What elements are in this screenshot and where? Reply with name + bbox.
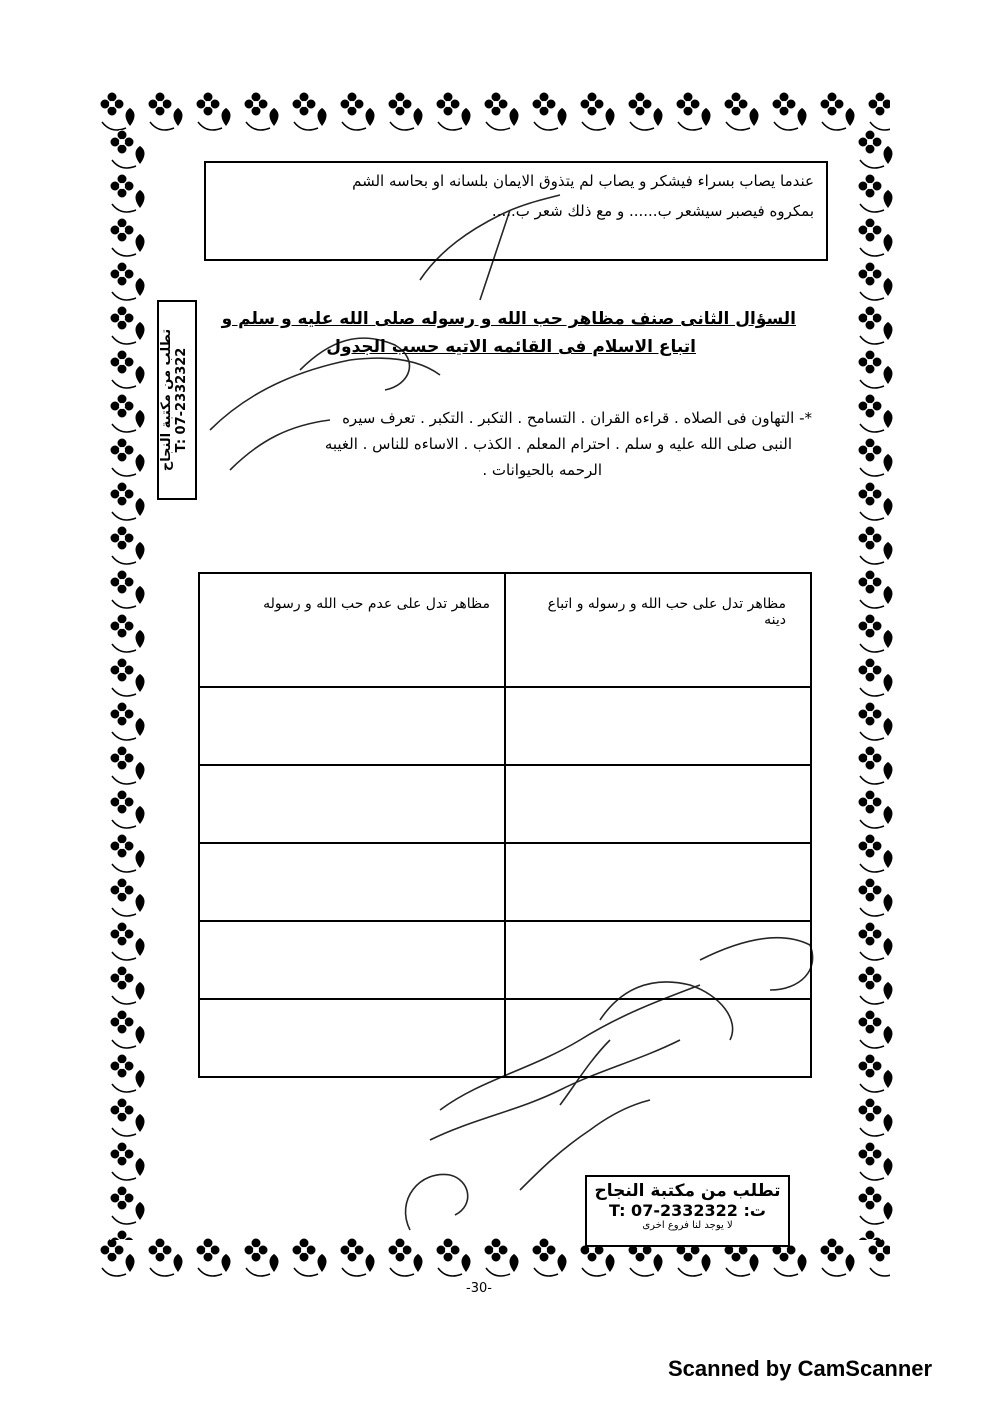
flower-icon xyxy=(858,130,893,168)
flower-icon xyxy=(110,218,145,256)
flower-icon xyxy=(148,1238,183,1276)
flower-icon xyxy=(858,438,893,476)
flower-icon xyxy=(858,526,893,564)
flower-icon xyxy=(110,482,145,520)
flower-icon xyxy=(110,878,145,916)
decorative-border-top xyxy=(100,86,890,148)
flower-icon xyxy=(110,1098,145,1136)
flower-icon xyxy=(110,1230,145,1240)
flower-icon xyxy=(340,92,375,130)
flower-icon xyxy=(110,438,145,476)
flower-icon xyxy=(532,92,567,130)
flower-icon xyxy=(676,92,711,130)
flower-icon xyxy=(148,92,183,130)
flower-pattern-icon xyxy=(100,130,160,1240)
flower-icon xyxy=(858,570,893,608)
flower-icon xyxy=(110,394,145,432)
flower-icon xyxy=(858,262,893,300)
table-cell[interactable] xyxy=(199,765,505,843)
flower-icon xyxy=(858,218,893,256)
flower-icon xyxy=(110,1010,145,1048)
flower-icon xyxy=(100,1238,135,1276)
flower-icon xyxy=(858,922,893,960)
table-cell[interactable] xyxy=(505,843,811,921)
items-list xyxy=(212,405,812,483)
flower-icon xyxy=(532,1238,567,1276)
flower-icon xyxy=(724,92,759,130)
table-cell[interactable] xyxy=(505,687,811,765)
table-cell[interactable] xyxy=(199,921,505,999)
classification-table xyxy=(198,572,812,1078)
flower-icon xyxy=(858,878,893,916)
flower-icon xyxy=(110,174,145,212)
flower-icon xyxy=(868,92,890,130)
flower-icon xyxy=(858,394,893,432)
decorative-border-right xyxy=(850,130,910,1240)
items-line3: الرحمه بالحيوانات . xyxy=(482,461,602,479)
flower-icon xyxy=(858,306,893,344)
question-one-box xyxy=(204,161,828,261)
flower-icon xyxy=(110,262,145,300)
question-two-line1: السؤال الثانى صنف مظاهر حب الله و رسوله صلى الله عليه و سلم و xyxy=(221,309,796,329)
flower-pattern-icon xyxy=(850,130,910,1240)
flower-icon xyxy=(110,306,145,344)
table-cell[interactable] xyxy=(505,999,811,1077)
library-stamp xyxy=(585,1175,790,1247)
flower-icon xyxy=(484,1238,519,1276)
side-library-stamp xyxy=(157,300,197,500)
flower-icon xyxy=(772,92,807,130)
flower-icon xyxy=(110,702,145,740)
flower-icon xyxy=(868,1238,890,1276)
scanner-footer: Scanned by CamScanner xyxy=(668,1356,933,1381)
flower-icon xyxy=(858,1098,893,1136)
flower-icon xyxy=(858,1230,893,1240)
flower-icon xyxy=(110,526,145,564)
flower-icon xyxy=(110,966,145,1004)
flower-icon xyxy=(858,1010,893,1048)
page-number: -30- xyxy=(466,1281,492,1296)
table-cell[interactable] xyxy=(199,687,505,765)
flower-icon xyxy=(110,658,145,696)
decorative-border-left xyxy=(100,130,160,1240)
table-cell[interactable] xyxy=(505,765,811,843)
flower-icon xyxy=(110,790,145,828)
side-stamp-name: تطلب من مكتبة النجاح xyxy=(159,328,174,472)
flower-icon xyxy=(858,350,893,388)
flower-icon xyxy=(858,1054,893,1092)
stamp-phone: T: 07-2332322 :ت xyxy=(609,1201,766,1220)
question-one-line2: بمكروه فيصبر سيشعر ب...... و مع ذلك شعر ب..... xyxy=(491,202,814,220)
flower-icon xyxy=(244,1238,279,1276)
flower-icon xyxy=(110,1142,145,1180)
items-line2: النبى صلى الله عليه و سلم . احترام المعلم . الكذب . الاساءه للناس . الغيبه xyxy=(324,435,792,453)
flower-icon xyxy=(110,130,145,168)
flower-icon xyxy=(436,1238,471,1276)
flower-icon xyxy=(858,790,893,828)
flower-icon xyxy=(858,746,893,784)
question-two-line2: اتباع الاسلام فى القائمه الاتيه حسب الجدول xyxy=(326,337,696,357)
table-cell[interactable] xyxy=(505,921,811,999)
table-header-left: مظاهر تدل على عدم حب الله و رسوله xyxy=(199,573,505,687)
stamp-note: لا يوجد لنا فروع اخرى xyxy=(642,1220,733,1231)
flower-icon xyxy=(110,1054,145,1092)
flower-icon xyxy=(436,92,471,130)
side-stamp-phone: T: 07-2332322 xyxy=(174,347,189,453)
flower-icon xyxy=(858,482,893,520)
flower-icon xyxy=(858,658,893,696)
flower-icon xyxy=(110,922,145,960)
flower-icon xyxy=(858,1186,893,1224)
flower-icon xyxy=(110,614,145,652)
flower-icon xyxy=(820,1238,855,1276)
flower-icon xyxy=(110,350,145,388)
flower-icon xyxy=(484,92,519,130)
flower-icon xyxy=(196,1238,231,1276)
flower-icon xyxy=(820,92,855,130)
flower-icon xyxy=(858,834,893,872)
flower-icon xyxy=(858,702,893,740)
table-cell[interactable] xyxy=(199,843,505,921)
flower-icon xyxy=(196,92,231,130)
flower-icon xyxy=(110,834,145,872)
flower-icon xyxy=(580,92,615,130)
flower-icon xyxy=(388,92,423,130)
question-two-heading xyxy=(216,305,796,361)
question-one-line1: عندما يصاب بسراء فيشكر و يصاب لم يتذوق الايمان بلسانه او بحاسه الشم xyxy=(352,172,814,190)
flower-icon xyxy=(292,92,327,130)
flower-icon xyxy=(110,746,145,784)
flower-icon xyxy=(858,1142,893,1180)
items-line1: *- التهاون فى الصلاه . قراءه القران . التسامح . التكبر . التكبر . تعرف سيره xyxy=(342,409,812,427)
flower-icon xyxy=(110,570,145,608)
flower-icon xyxy=(292,1238,327,1276)
flower-icon xyxy=(858,174,893,212)
flower-icon xyxy=(388,1238,423,1276)
flower-icon xyxy=(340,1238,375,1276)
table-header-right: مظاهر تدل على حب الله و رسوله و اتباع دينه xyxy=(505,573,811,687)
flower-icon xyxy=(100,92,135,130)
flower-icon xyxy=(858,966,893,1004)
flower-icon xyxy=(628,92,663,130)
flower-pattern-icon xyxy=(100,86,890,148)
flower-icon xyxy=(244,92,279,130)
flower-icon xyxy=(858,614,893,652)
stamp-name: تطلب من مكتبة النجاح xyxy=(594,1181,781,1201)
flower-icon xyxy=(110,1186,145,1224)
table-cell[interactable] xyxy=(199,999,505,1077)
